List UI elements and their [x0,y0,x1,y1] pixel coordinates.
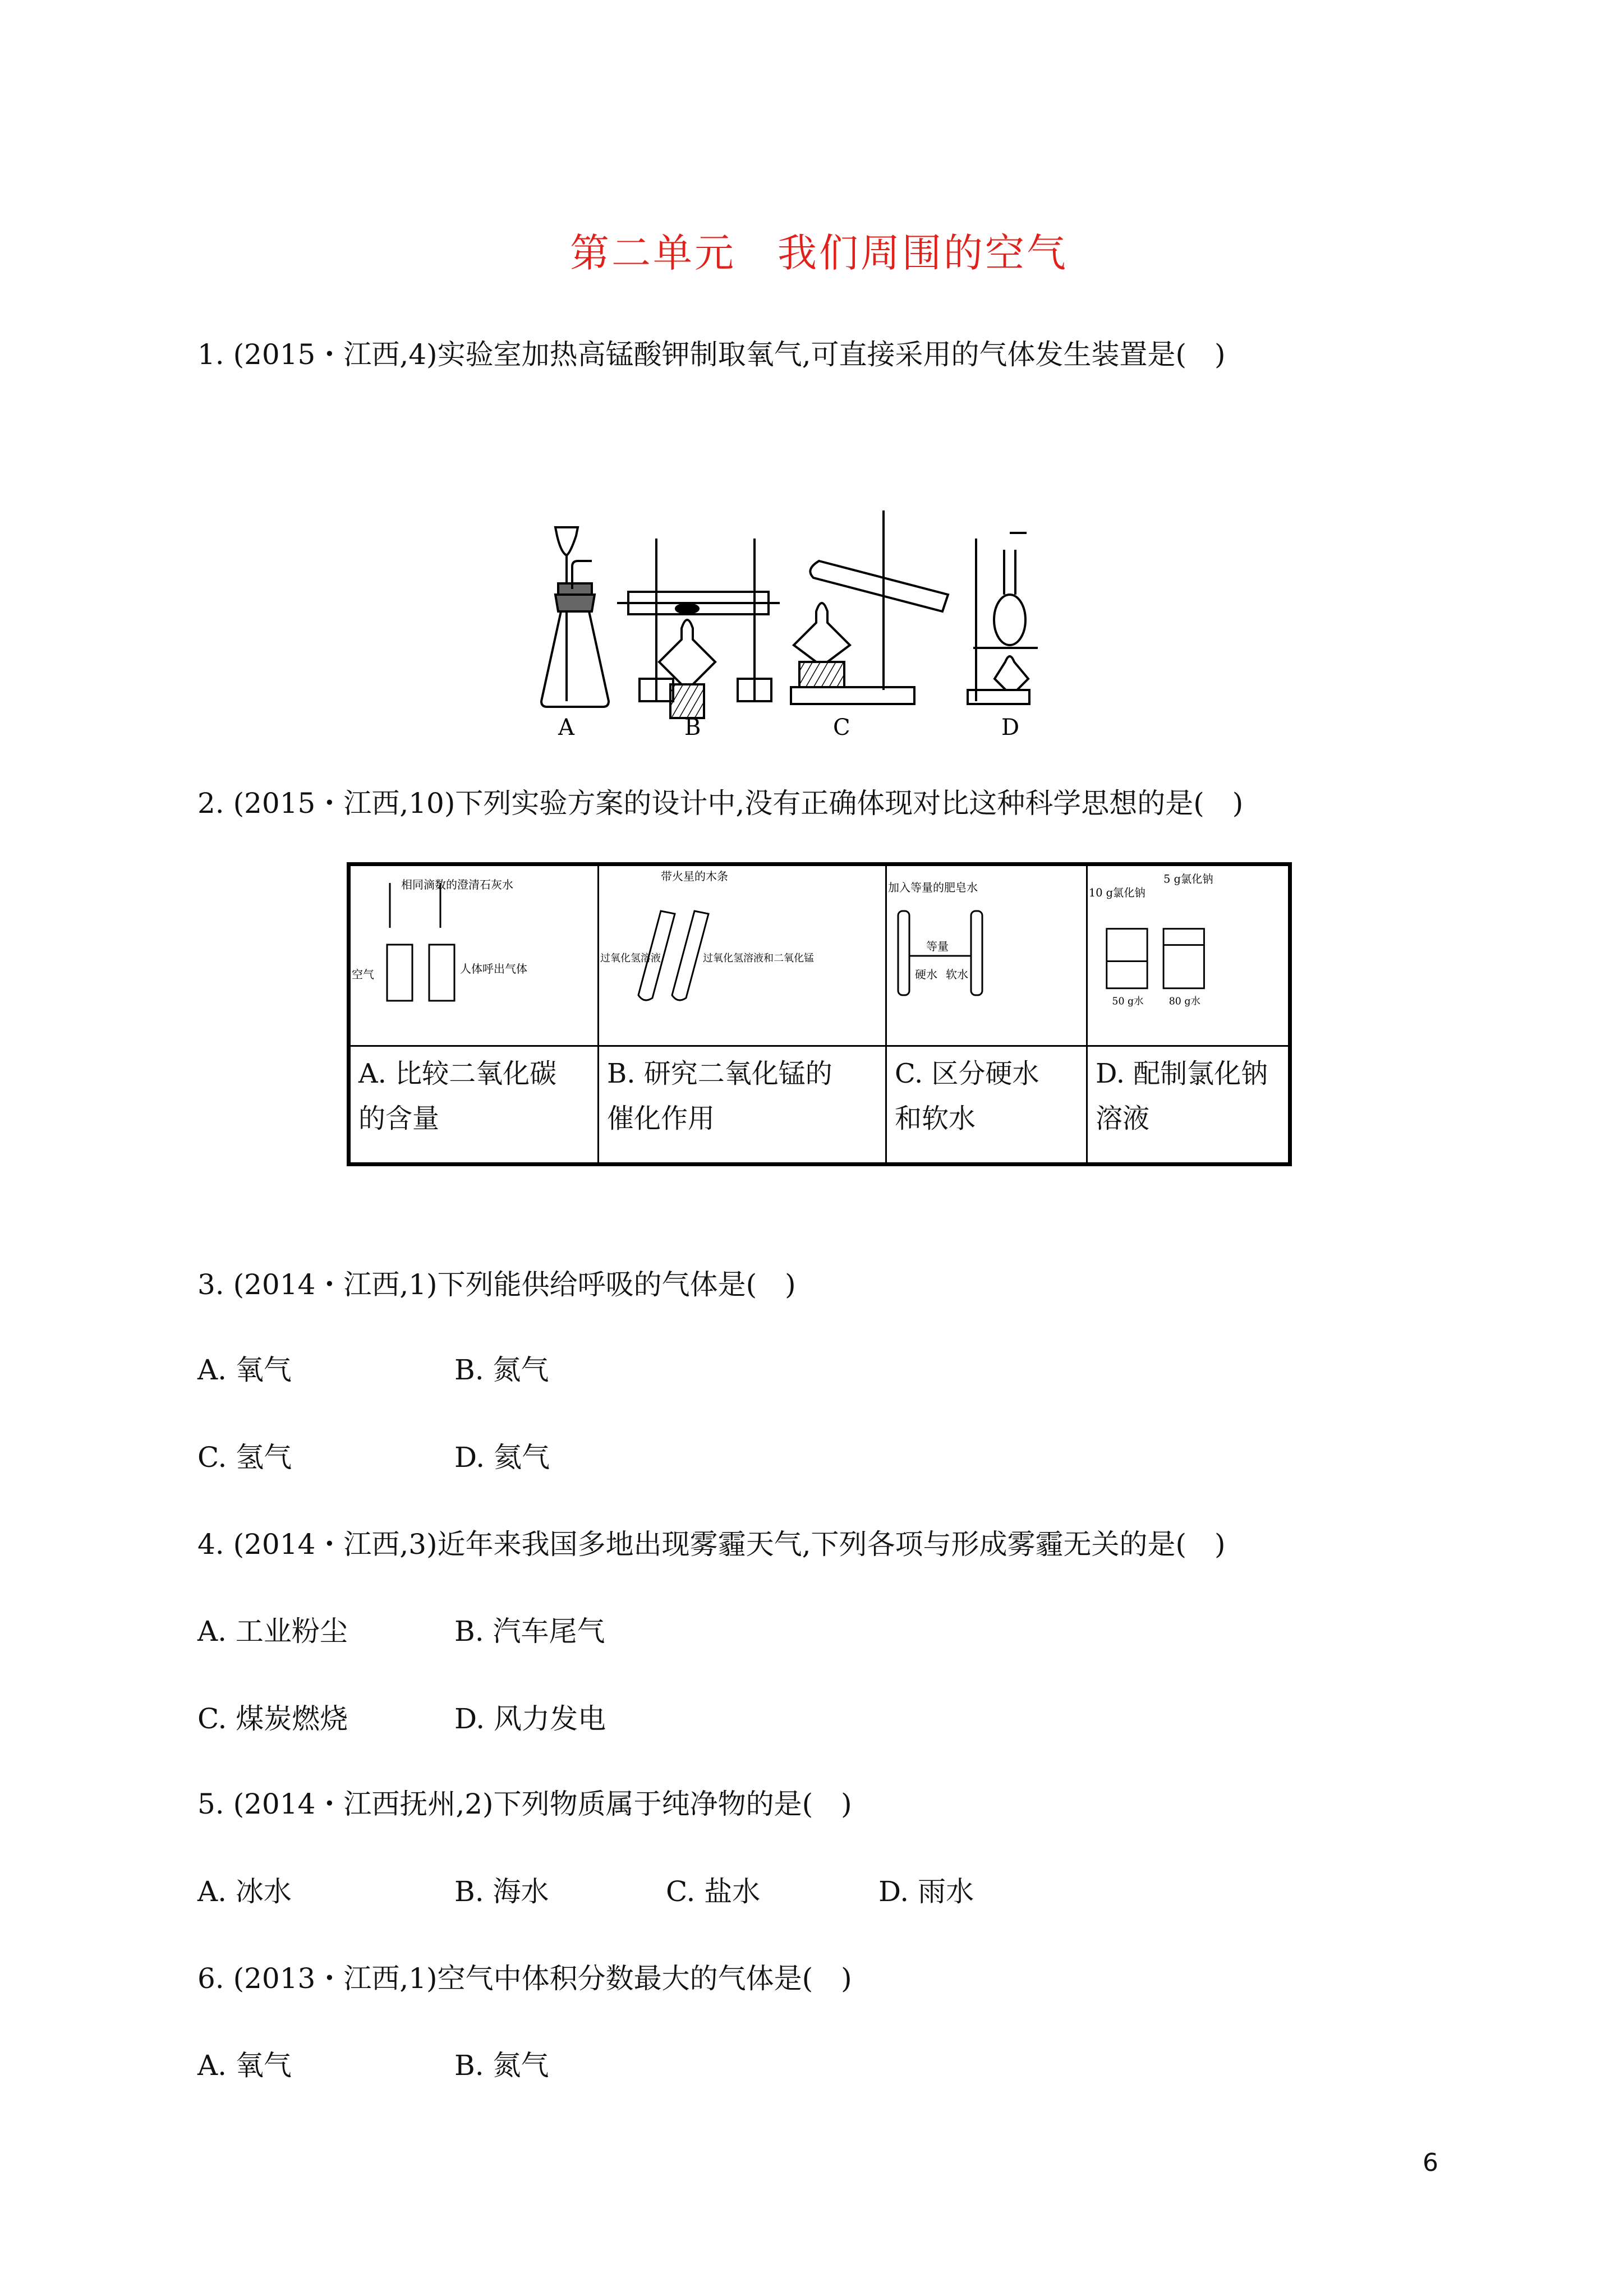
option-d-line1: D. 配制氯化钠 [1096,1058,1268,1089]
figure-label-a: A [558,715,574,740]
q3-option-b: B. 氮气 [454,1354,549,1386]
fig-b-label-3: 过氧化氢溶液和二氧化锰 [703,953,814,964]
option-b-line1: B. 研究二氧化锰的 [607,1058,832,1089]
option-a-line2: 的含量 [358,1103,440,1134]
fig-b-label-2: 过氧化氢溶液 [600,953,661,964]
fig-d-label-4: 80 g水 [1168,996,1200,1007]
option-c-cell [886,1046,1087,1165]
option-d-cell [1087,1046,1290,1165]
option-c-line2: 和软水 [895,1103,976,1134]
unit-title: 第二单元 我们周围的空气 [570,230,1068,276]
fig-d-label-3: 50 g水 [1112,996,1144,1007]
apparatus-a [541,527,609,707]
fig-c-label-1: 加入等量的肥皂水 [888,881,978,894]
q6-option-a: A. 氧气 [197,2049,292,2082]
apparatus-d [968,533,1038,704]
q3-option-d: D. 氦气 [454,1441,550,1474]
option-a-line1: A. 比较二氧化碳 [358,1058,557,1089]
q5-option-a: A. 冰水 [197,1875,292,1908]
figure-label-b: B [684,715,701,740]
q4-option-c: C. 煤炭燃烧 [197,1703,348,1735]
question-6-stem: 6. (2013・江西,1)空气中体积分数最大的气体是( ) [197,1962,852,1995]
question-1-stem: 1. (2015・江西,4)实验室加热高锰酸钾制取氧气,可直接采用的气体发生装置是( ) [197,338,1226,371]
figure-cell-d [1087,864,1290,1046]
figure-cell-a [349,864,599,1046]
fig-a-label-1: 相同滴数的澄清石灰水 [401,878,513,891]
option-c-line1: C. 区分硬水 [895,1058,1039,1089]
apparatus-c [791,510,948,704]
figure-label-c: C [833,715,850,740]
fig-d-label-1: 10 g氯化钠 [1088,886,1145,899]
fig-c-label-2: 等量 [926,940,949,953]
q6-option-b: B. 氮气 [454,2049,549,2082]
fig-b-label-1: 带火星的木条 [661,869,728,883]
figure-cell-c [886,864,1087,1046]
apparatus-figure [533,499,1105,746]
question-5-stem: 5. (2014・江西抚州,2)下列物质属于纯净物的是( ) [197,1788,852,1820]
question-4-stem: 4. (2014・江西,3)近年来我国多地出现雾霾天气,下列各项与形成雾霾无关的是( ) [197,1528,1226,1561]
fig-a-label-2: 空气 [352,968,374,981]
option-b-cell [599,1046,886,1165]
q5-option-c: C. 盐水 [666,1875,761,1908]
q5-option-b: B. 海水 [454,1875,549,1908]
page-number: 6 [1423,2148,1438,2177]
q4-option-b: B. 汽车尾气 [454,1615,605,1648]
option-d-line2: 溶液 [1096,1103,1150,1134]
fig-c-label-4: 软水 [946,968,968,981]
q5-option-d: D. 雨水 [878,1875,974,1908]
option-b-line2: 催化作用 [607,1103,715,1134]
q3-option-a: A. 氧气 [197,1354,292,1386]
figure-label-d: D [1001,715,1020,740]
fig-d-label-2: 5 g氯化钠 [1163,872,1213,886]
fig-a-label-3: 人体呼出气体 [460,962,527,976]
question-3-stem: 3. (2014・江西,1)下列能供给呼吸的气体是( ) [197,1268,796,1301]
q4-option-d: D. 风力发电 [454,1703,606,1735]
apparatus-b [617,539,780,718]
experiment-table [347,862,1292,1166]
fig-c-label-3: 硬水 [915,968,937,981]
figure-cell-b [599,864,886,1046]
option-a-cell [349,1046,599,1165]
question-2-stem: 2. (2015・江西,10)下列实验方案的设计中,没有正确体现对比这种科学思想的是( ) [197,787,1244,820]
q3-option-c: C. 氢气 [197,1441,292,1474]
q4-option-a: A. 工业粉尘 [197,1615,348,1648]
